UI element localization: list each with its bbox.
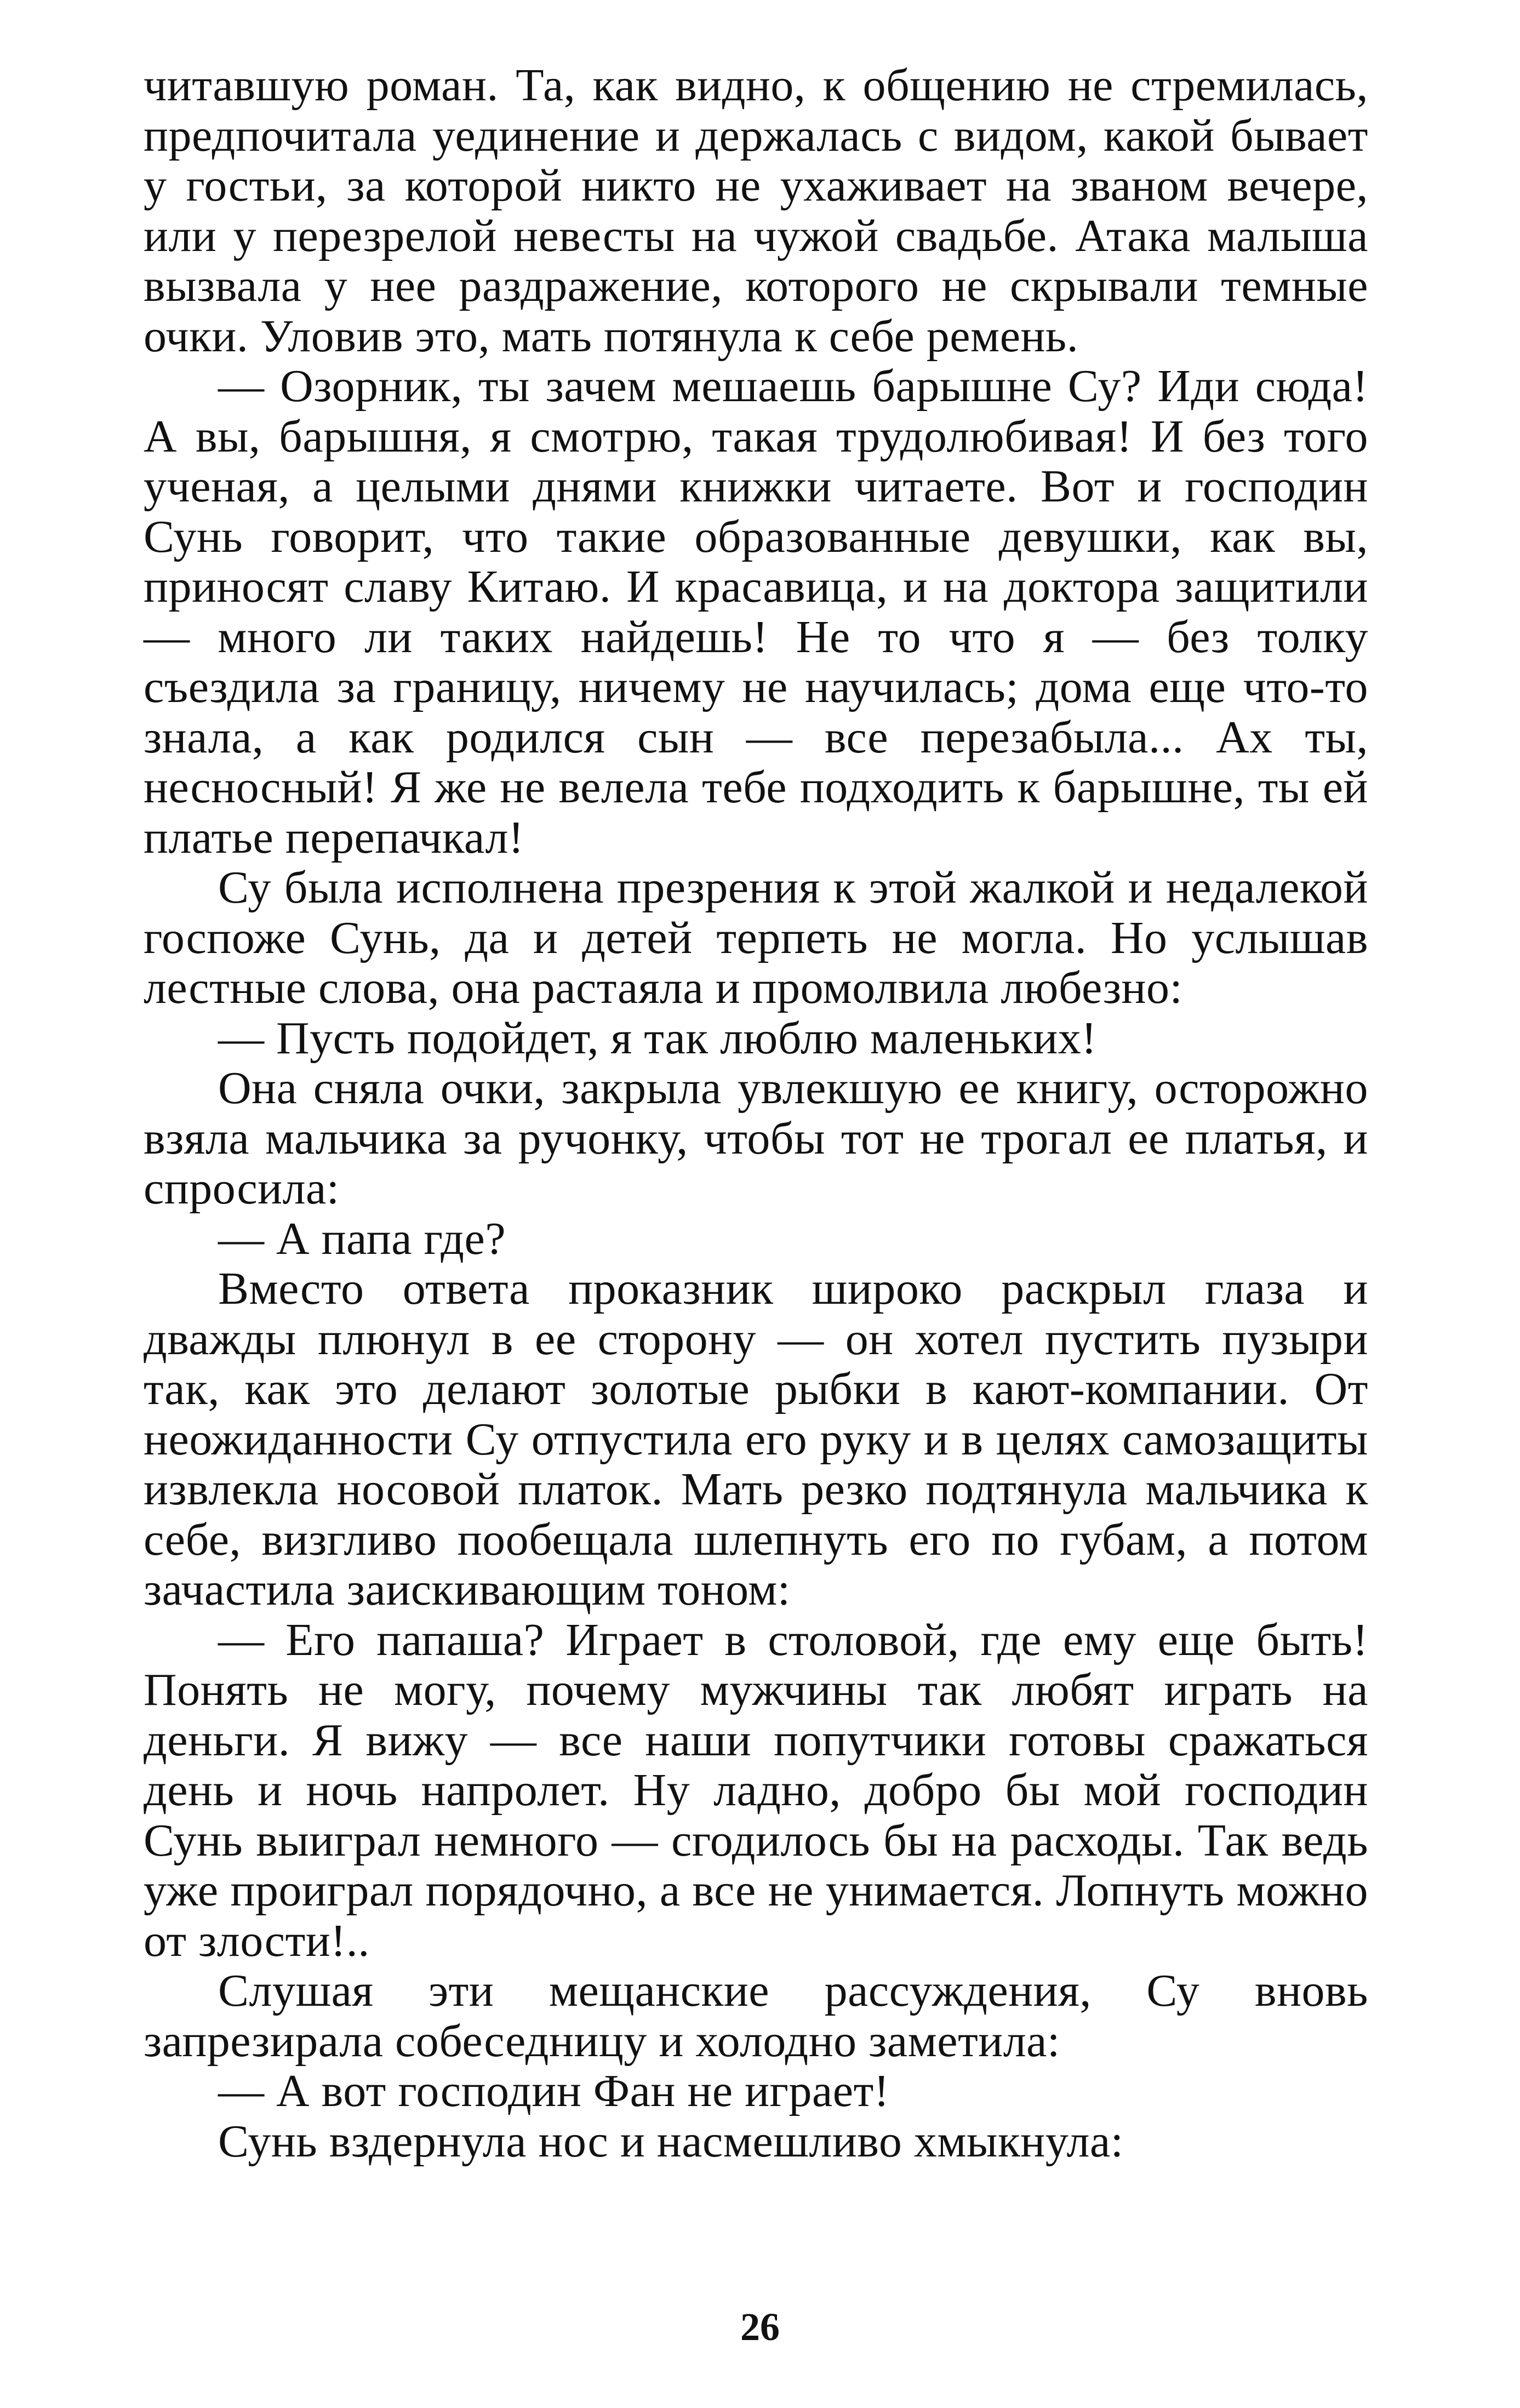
paragraph-4: — Пусть подойдет, я так люблю маленьких! bbox=[218, 1012, 1097, 1064]
paragraph-3: Су была исполнена презрения к этой жалкой и недалекой госпоже Сунь, да и детей терпеть не могла. Но услышав лестные слова, она растаяла и промолвила любезно: bbox=[144, 862, 1368, 1013]
paragraph-6: — А папа где? bbox=[218, 1213, 506, 1264]
paragraph-11: Сунь вздернула нос и насмешливо хмыкнула: bbox=[218, 2115, 1124, 2167]
page-body bbox=[144, 60, 1368, 2166]
page-number: 26 bbox=[740, 2305, 780, 2349]
paragraph-8: — Его папаша? Играет в столовой, где ему еще быть! Понять не могу, почему мужчины так любят играть на деньги. Я вижу — все наши попутчики готовы сражаться день и ночь напролет. Ну ладно, добро бы мой господин Сунь выиграл немного — сгодилось бы на расходы. Так ведь уже проиграл порядочно, а все не унимается. Лопнуть можно от злости!.. bbox=[144, 1614, 1368, 1966]
paragraph-2: — Озорник, ты зачем мешаешь барышне Су? Иди сюда! А вы, барышня, я смотрю, такая трудолюбивая! И без того ученая, а целыми днями книжки читаете. Вот и господин Сунь говорит, что такие образованные девушки, как вы, приносят славу Китаю. И красавица, и на доктора защитили — много ли таких найдешь! Не то что я — без толку съездила за границу, ничему не научилась; дома еще что-то знала, а как родился сын — все перезабыла... Ах ты, несносный! Я же не велела тебе подходить к барышне, ты ей платье перепачкал! bbox=[144, 361, 1368, 863]
paragraph-7: Вместо ответа проказник широко раскрыл глаза и дважды плюнул в ее сторону — он хотел пустить пузыри так, как это делают золотые рыбки в кают-компании. От неожиданности Су отпустила его руку и в целях самозащиты извлекла носовой платок. Мать резко подтянула мальчика к себе, визгливо пообещала шлепнуть его по губам, а потом зачастила заискивающим тоном: bbox=[144, 1263, 1368, 1615]
paragraph-9: Слушая эти мещанские рассуждения, Су вновь запрезирала собеседницу и холодно заметила: bbox=[144, 1965, 1368, 2067]
paragraph-10: — А вот господин Фан не играет! bbox=[218, 2065, 890, 2116]
paragraph-1: читавшую роман. Та, как видно, к общению не стремилась, предпочитала уединение и держалась с видом, какой бывает у гостьи, за которой никто не ухаживает на званом вечере, или у перезрелой невесты на чужой свадьбе. Атака малыша вызвала у нее раздражение, которого не скрывали темные очки. Уловив это, мать потянула к себе ремень. bbox=[144, 60, 1368, 362]
paragraph-5: Она сняла очки, закрыла увлекшую ее книгу, осторожно взяла мальчика за ручонку, чтобы тот не трогал ее платья, и спросила: bbox=[144, 1063, 1368, 1214]
